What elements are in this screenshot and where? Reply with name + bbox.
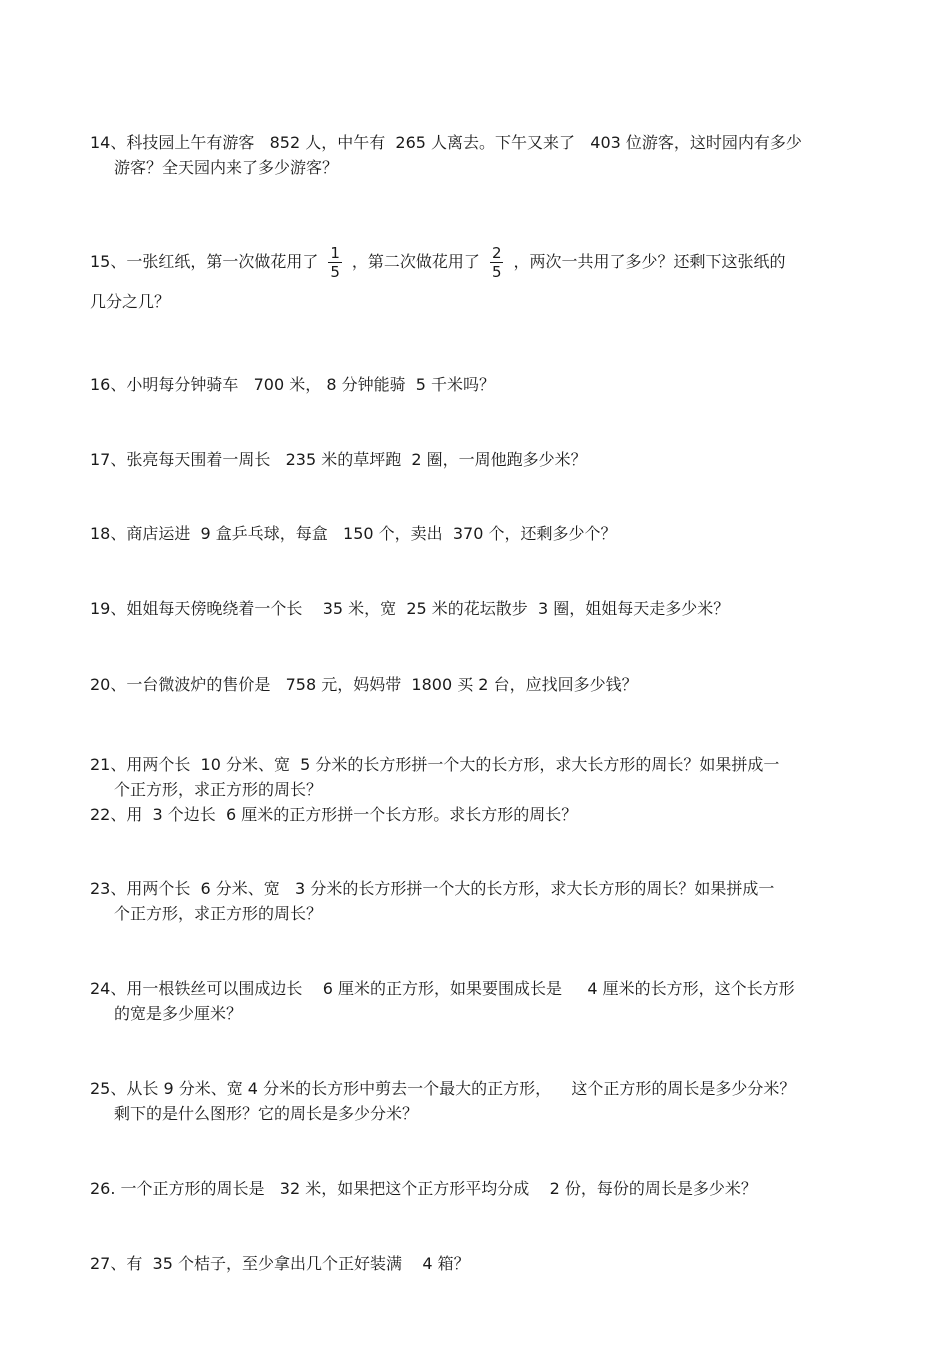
question-27-line1: 27、有 35 个桔子，至少拿出几个正好装满 4 箱？ (90, 1254, 470, 1273)
question-22 (90, 802, 880, 827)
question-26-line1: 26. 一个正方形的周长是 32 米，如果把这个正方形平均分成 2 份，每份的周长是多少米？ (90, 1179, 757, 1198)
fraction-denominator: 5 (491, 263, 502, 281)
question-24-line2: 的宽是多少厘米？ (114, 1004, 243, 1023)
fraction-numerator: 2 (491, 244, 502, 262)
question-18 (90, 521, 880, 546)
question-23-line2: 个正方形，求正方形的周长？ (114, 904, 323, 923)
question-17 (90, 447, 880, 472)
question-22-line1: 22、用 3 个边长 6 厘米的正方形拼一个长方形。求长方形的周长？ (90, 805, 578, 824)
question-23-line1: 23、用两个长 6 分米、宽 3 分米的长方形拼一个大的长方形，求大长方形的周长？如果拼成一 (90, 879, 775, 898)
question-15-part2: ，第二次做花用了 (351, 252, 480, 271)
question-26 (90, 1176, 880, 1201)
question-21-line1: 21、用两个长 10 分米、宽 5 分米的长方形拼一个大的长方形，求大长方形的周长？如果拼成一 (90, 755, 780, 774)
question-17-line1: 17、张亮每天围着一周长 235 米的草坪跑 2 圈，一周他跑多少米？ (90, 450, 587, 469)
question-14-line1: 14、科技园上午有游客 852 人，中午有 265 人离去。下午又来了 403 位游客，这时园内有多少 (90, 133, 802, 152)
question-15-line2: 几分之几？ (90, 292, 171, 311)
fraction-numerator: 1 (330, 244, 340, 262)
question-15-part1: 15、一张红纸，第一次做花用了 (90, 252, 319, 271)
question-14-line2: 游客？全天园内来了多少游客？ (114, 158, 339, 177)
question-16-line1: 16、小明每分钟骑车 700 米， 8 分钟能骑 5 千米吗？ (90, 375, 496, 394)
question-19 (90, 596, 880, 621)
fraction-denominator: 5 (330, 263, 340, 281)
question-15-part3: ，两次一共用了多少？还剩下这张纸的 (513, 252, 786, 271)
fraction-one-fifth (328, 244, 342, 281)
question-21 (90, 752, 880, 802)
question-25-line1: 25、从长 9 分米、宽 4 分米的长方形中剪去一个最大的正方形， 这个正方形的周长是多少分米？ (90, 1079, 796, 1098)
question-14 (90, 130, 880, 180)
fraction-two-fifths (490, 244, 504, 281)
question-25-line2: 剩下的是什么图形？它的周长是多少分米？ (114, 1104, 419, 1123)
question-24-line1: 24、用一根铁丝可以围成边长 6 厘米的正方形，如果要围成长是 4 厘米的长方形，这个长方形 (90, 979, 795, 998)
question-20-line1: 20、一台微波炉的售价是 758 元，妈妈带 1800 买 2 台，应找回多少钱？ (90, 675, 638, 694)
question-23 (90, 876, 880, 926)
question-24 (90, 976, 880, 1026)
question-21-line2: 个正方形，求正方形的周长？ (114, 780, 323, 799)
question-16 (90, 372, 880, 397)
question-18-line1: 18、商店运进 9 盒乒乓球，每盒 150 个，卖出 370 个，还剩多少个？ (90, 524, 617, 543)
question-25 (90, 1076, 880, 1126)
question-19-line1: 19、姐姐每天傍晚绕着一个长 35 米，宽 25 米的花坛散步 3 圈，姐姐每天走多少米？ (90, 599, 730, 618)
question-27 (90, 1251, 880, 1276)
question-15 (90, 244, 880, 314)
question-20 (90, 672, 880, 697)
